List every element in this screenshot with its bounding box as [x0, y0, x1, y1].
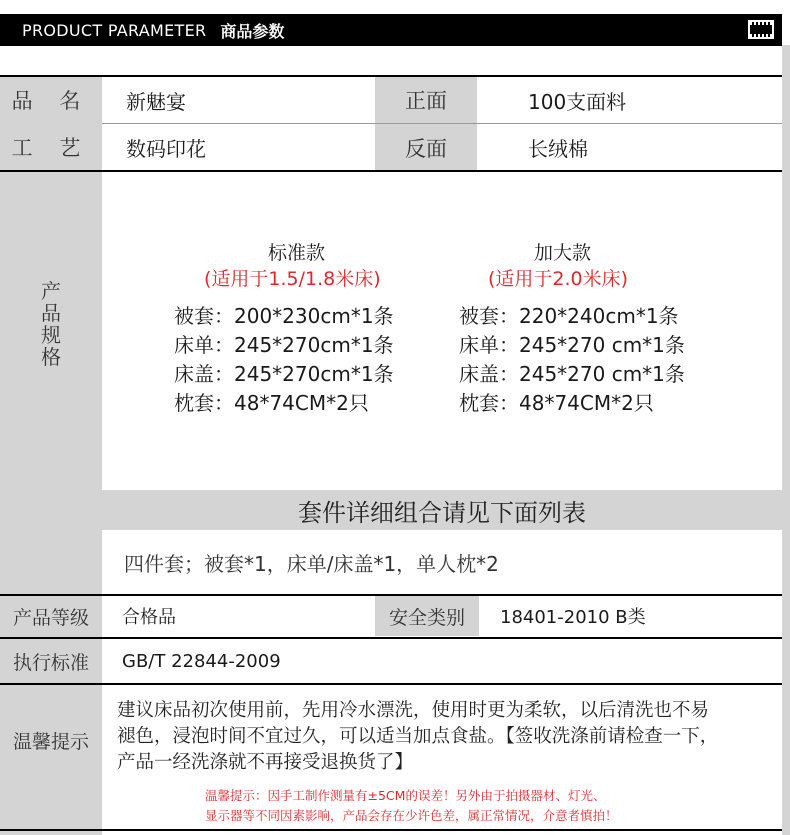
tips-text: 建议床品初次使用前，先用冷水漂洗，使用时更为柔软，以后清洗也不易 褪色，浸泡时间不宜过久，可以适当加点食盐。【签收洗涤前请检查一下， 产品一经洗涤就不再接受退换货了】 [117, 700, 719, 773]
header-title-en: PRODUCT PARAMETER [22, 20, 207, 40]
list-item: 床盖：245*270cm*1条 [174, 362, 394, 386]
standard-subtitle: (适用于1.5/1.8米床) [204, 268, 381, 290]
list-item: 床单：245*270 cm*1条 [459, 333, 685, 357]
safety-value: 18401-2010 B类 [500, 607, 646, 628]
table-bottom-border [0, 829, 782, 831]
grade-label: 产品等级 [12, 606, 89, 629]
large-items [459, 302, 685, 418]
row-divider-bold [0, 637, 782, 639]
list-item: 枕套：48*74CM*2只 [459, 391, 654, 415]
section-header [0, 14, 782, 46]
list-item: 被套：220*240cm*1条 [459, 304, 679, 328]
name-label: 品 名 [11, 89, 91, 113]
spec-label: 产 品 规 格 [41, 279, 61, 369]
large-title: 加大款 [534, 242, 592, 264]
back-label: 反面 [375, 124, 477, 172]
film-strip-icon [748, 20, 774, 39]
combo-detail: 四件套；被套*1，床单/床盖*1，单人枕*2 [124, 551, 499, 576]
header-title-cn: 商品参数 [220, 21, 285, 41]
list-item: 枕套：48*74CM*2只 [174, 391, 369, 415]
tips-label: 温馨提示 [12, 730, 89, 753]
standard-title: 标准款 [268, 242, 326, 264]
large-subtitle: (适用于2.0米床) [488, 268, 629, 290]
row-divider-bold [0, 683, 782, 685]
list-item: 床单：245*270cm*1条 [174, 333, 394, 357]
safety-label: 安全类别 [375, 596, 479, 636]
standard-label: 执行标准 [12, 651, 89, 674]
back-value: 长绒棉 [528, 136, 588, 161]
name-value: 新魅宴 [126, 89, 186, 114]
standard-items [174, 302, 394, 418]
tips-notice: 温馨提示：因手工制作测量有±5CM的误差！另外由于拍摄器材、灯光、 显示器等不同因素影响，产品会存在少许色差，属正常情况，介意者慎拍！ [205, 788, 618, 823]
right-edge-strip [782, 45, 790, 835]
front-value: 100支面料 [528, 89, 627, 114]
grade-value: 合格品 [122, 607, 176, 628]
list-item: 床盖：245*270 cm*1条 [459, 362, 685, 386]
craft-value: 数码印花 [126, 136, 206, 161]
list-item: 被套：200*230cm*1条 [174, 304, 394, 328]
standard-value: GB/T 22844-2009 [122, 650, 281, 672]
craft-label: 工 艺 [11, 136, 91, 160]
front-label: 正面 [375, 77, 477, 123]
combo-heading: 套件详细组合请见下面列表 [102, 490, 782, 530]
row-divider-bold [0, 170, 782, 172]
